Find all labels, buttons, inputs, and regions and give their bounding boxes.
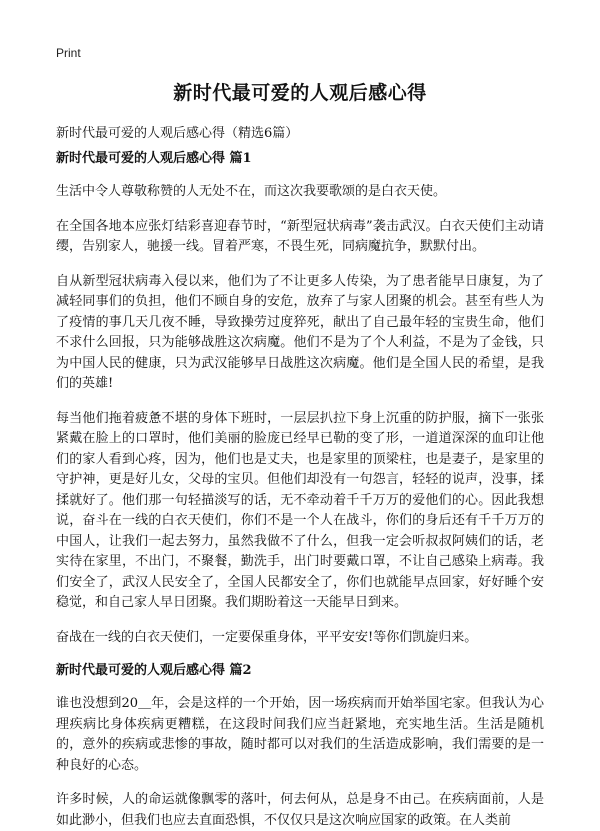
section-1-paragraph: 每当他们拖着疲惫不堪的身体下班时，一层层扒拉下身上沉重的防护服，摘下一张张紧戴在脸上的口罩时，他们美丽的脸庞已经早已勒的变了形，一道道深深的血印让他们的家人看到心疼，因为，他们也是丈夫，也是家里的顶梁柱，也是妻子，是家里的守护神，更是好儿女，父母的宝贝。但他们却没有一句怨言，轻轻的说声，没事，揉揉就好了。他们那一句轻描淡写的话，无不牵动着千千万万的爱他们的心。因此我想说，奋斗在一线的白衣天使们，你们不是一个人在战斗，你们的身后还有千千万万的中国人，让我们一起去努力，虽然我做不了什么，但我一定会听叔叔阿姨们的话，老实待在家里，不出门，不聚餐，勤洗手，出门时要戴口罩，不让自己感染上病毒。我们安全了，武汉人民安全了，全国人民都安全了，你们也就能早点回家，好好睡个安稳觉，和自己家人早日团聚。我们期盼着这一天能早日到来。: [56, 410, 544, 610]
section-2-paragraph: 许多时候，人的命运就像飘零的落叶，何去何从，总是身不由己。在疾病面前，人是如此渺小，但我们也应去直面恐惧，不仅仅只是这次响应国家的政策。在人类前: [56, 792, 544, 828]
document-body: [56, 150, 544, 831]
section-heading-1: 新时代最可爱的人观后感心得 篇1: [56, 151, 252, 166]
section-1-paragraph: 奋战在一线的白衣天使们，一定要保重身体，平平安安!等你们凯旋归来。: [56, 629, 478, 645]
section-1-paragraph: 在全国各地本应张灯结彩喜迎春节时，“新型冠状病毒”袭击武汉。白衣天使们主动请缨，告别家人，驰援一线。冒着严寒，不畏生死，同病魔抗争，默默付出。: [56, 218, 544, 254]
section-1-paragraph: 自从新型冠状病毒入侵以来，他们为了不让更多人传染，为了患者能早日康复，为了减轻同事们的负担，他们不顾自身的安危，放弃了与家人团聚的机会。甚至有些人为了疫情的事几天几夜不睡，导致操劳过度猝死，献出了自己最年轻的宝贵生命，他们不求什么回报，只为能够战胜这次病魔。他们不是为了个人利益，不是为了金钱，只为中国人民的健康，只为武汉能够早日战胜这次病魔。他们是全国人民的希望，是我们的英雄!: [56, 273, 544, 391]
section-1-paragraph: 生活中令人尊敬称赞的人无处不在，而这次我要歌颂的是白衣天使。: [56, 184, 447, 199]
document-subtitle: 新时代最可爱的人观后感心得（精选6篇）: [56, 126, 299, 141]
print-link[interactable]: Print: [56, 46, 81, 60]
document-title: 新时代最可爱的人观后感心得: [173, 82, 427, 104]
section-heading-2: 新时代最可爱的人观后感心得 篇2: [56, 663, 252, 678]
section-2-paragraph: 谁也没想到20＿年，会是这样的一个开始，因一场疾病而开始举国宅家。但我认为心理疾病比身体疾病更糟糕，在这段时间我们应当赶紧地，充实地生活。生活是随机的，意外的疾病或悲惨的事故，随时都可以对我们的生活造成影响，我们需要的是一种良好的心态。: [56, 696, 544, 773]
